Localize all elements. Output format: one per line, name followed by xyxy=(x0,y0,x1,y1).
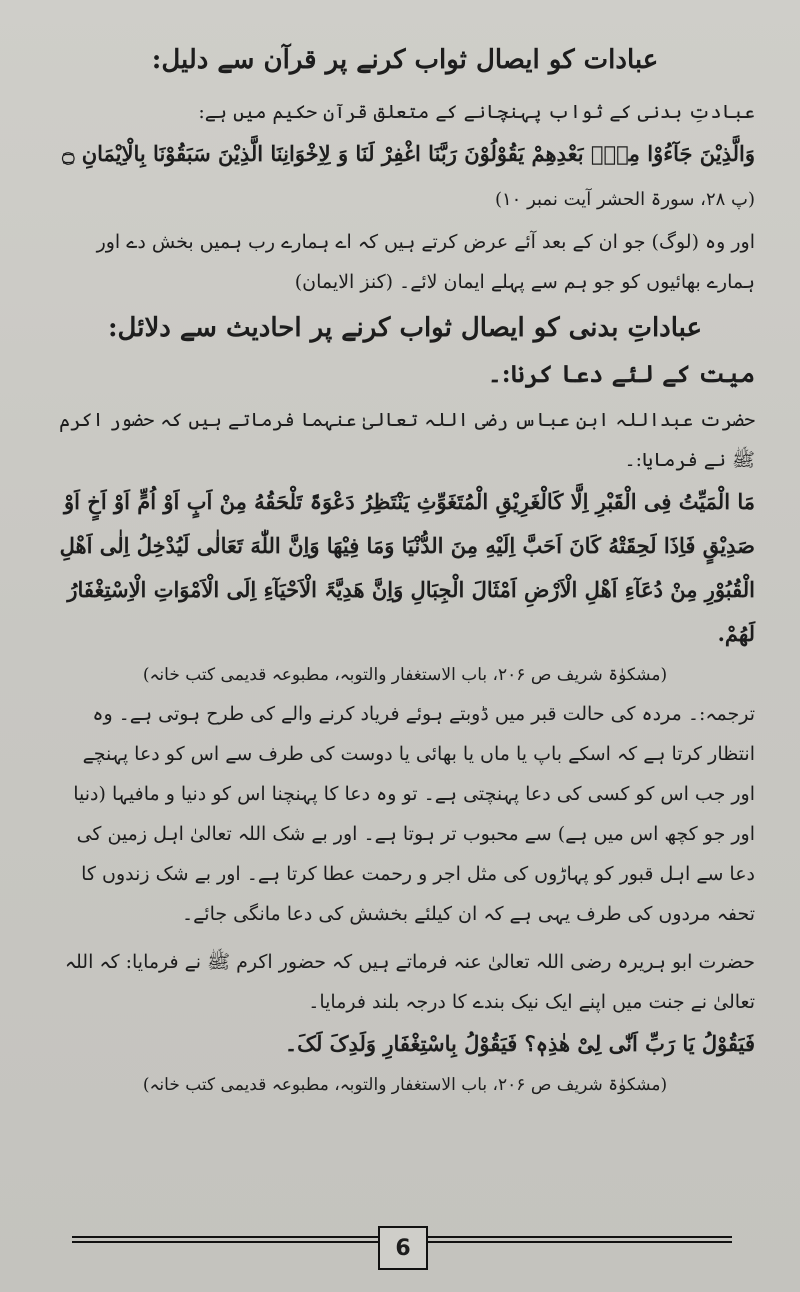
verse-translation: اور وہ (لوگ) جو ان کے بعد آئے عرض کرتے ہیں کہ اے ہمارے رب ہمیں بخش دے اور ہمارے بھائیوں کو جو ہم سے پہلے ایمان لائے۔ (کنز الایمان) xyxy=(96,231,755,293)
heading-quran-evidence: عبادات کو ایصال ثواب کرنے پر قرآن سے دلیل: xyxy=(151,45,659,75)
hadith2-intro: حضرت ابو ہریرہ رضی اللہ تعالیٰ عنہ فرماتے ہیں کہ حضور اکرم ﷺ نے فرمایا: کہ اللہ تعالیٰ نے جنت میں اپنے ایک نیک بندے کا درجہ بلند فرمایا۔ xyxy=(64,951,755,1013)
heading-hadith-evidence: عباداتِ بدنی کو ایصال ثواب کرنے پر احادیث سے دلائل: xyxy=(107,313,703,343)
quran-verse: وَالَّذِیْنَ جَآءُوْا مِنْۢ بَعْدِهِمْ یَقُوْلُوْنَ رَبَّنَا اغْفِرْ لَنَا وَ لِاِخْوَانِنَا الَّذِیْنَ سَبَقُوْنَا بِالْاِیْمَانِ ۝ (پ ۲۸، سورۃ الحشر آیت نمبر ۱۰) xyxy=(62,141,755,210)
hadith1-intro: حضرت عبداللہ ابن عباس رضی اللہ تعالیٰ عنہما فرماتے ہیں کہ حضور اکرم ﷺ نے فرمایا:۔ xyxy=(59,409,755,471)
hadith1-arabic: مَا الْمَیِّتُ فِی الْقَبْرِ اِلَّا کَالْغَرِیْقِ الْمُتَغَوِّثِ یَنْتَظِرُ دَعْوَۃً تَلْحَقُهُ مِنْ اَبٍ اَوْ اُمٍّ اَوْ اَخٍ اَوْ صَدِیْقٍ فَاِذَا لَحِقَتْهُ کَانَ اَحَبَّ اِلَیْهِ مِنَ الدُّنْیَا وَمَا فِیْهَا وَاِنَّ اللّٰهَ تَعَالٰی لَیُدْخِلُ اِلٰی اَهْلِ الْقُبُوْرِ مِنْ دُعَآءِ اَهْلِ الْاَرْضِ اَمْثَالَ الْجِبَالِ وَاِنَّ هَدِیَّۃَ الْاَحْیَآءِ اِلَی الْاَمْوَاتِ الْاِسْتِغْفَارُ لَهُمْ. xyxy=(59,489,755,646)
hadith1-translation: ترجمہ:۔ مردہ کی حالت قبر میں ڈوبتے ہوئے فریاد کرنے والے کی طرح ہوتی ہے۔ وہ انتظار کرتا ہے کہ اسکے باپ یا ماں یا بھائی یا دوست کی طرف سے اس کو دعا پہنچے اور جب اس کو کسی کی دعا پہنچتی ہے۔ تو وہ دعا کا پہنچنا اس کو دنیا و مافیہا (دنیا اور جو کچھ اس میں ہے) سے محبوب تر ہوتا ہے۔ اور بے شک اللہ تعالیٰ اہل زمین کی دعا سے اہل قبور کو پہاڑوں کی مثل اجر و رحمت عطا کرتا ہے۔ اور بے شک زندوں کا تحفہ مردوں کی طرف یہی ہے کہ ان کیلئے بخشش کی دعا مانگی جائے۔ xyxy=(73,703,755,925)
page-number: 6 xyxy=(378,1226,428,1270)
hadith2-reference: (مشکوٰۃ شریف ص ۲۰۶، باب الاستغفار والتوبہ، مطبوعہ قدیمی کتب خانہ) xyxy=(142,1075,668,1095)
subheading-dua-for-deceased: میت کے لئے دعا کرنا:۔ xyxy=(487,359,755,388)
page-content xyxy=(55,40,755,1104)
verse-reference: (پ ۲۸، سورۃ الحشر آیت نمبر ۱۰) xyxy=(494,189,755,210)
intro-text: عبادتِ بدنی کے ثواب پہنچانے کے متعلق قرآن حکیم میں ہے: xyxy=(198,101,755,123)
hadith2-arabic: فَیَقُوْلُ یَا رَبِّ اَنّٰی لِیْ هٰذِهٖ؟ فَیَقُوْلُ بِاسْتِغْفَارِ وَلَدِکَ لَکَ۔ xyxy=(284,1031,755,1056)
hadith1-reference: (مشکوٰۃ شریف ص ۲۰۶، باب الاستغفار والتوبہ، مطبوعہ قدیمی کتب خانہ) xyxy=(142,665,668,685)
